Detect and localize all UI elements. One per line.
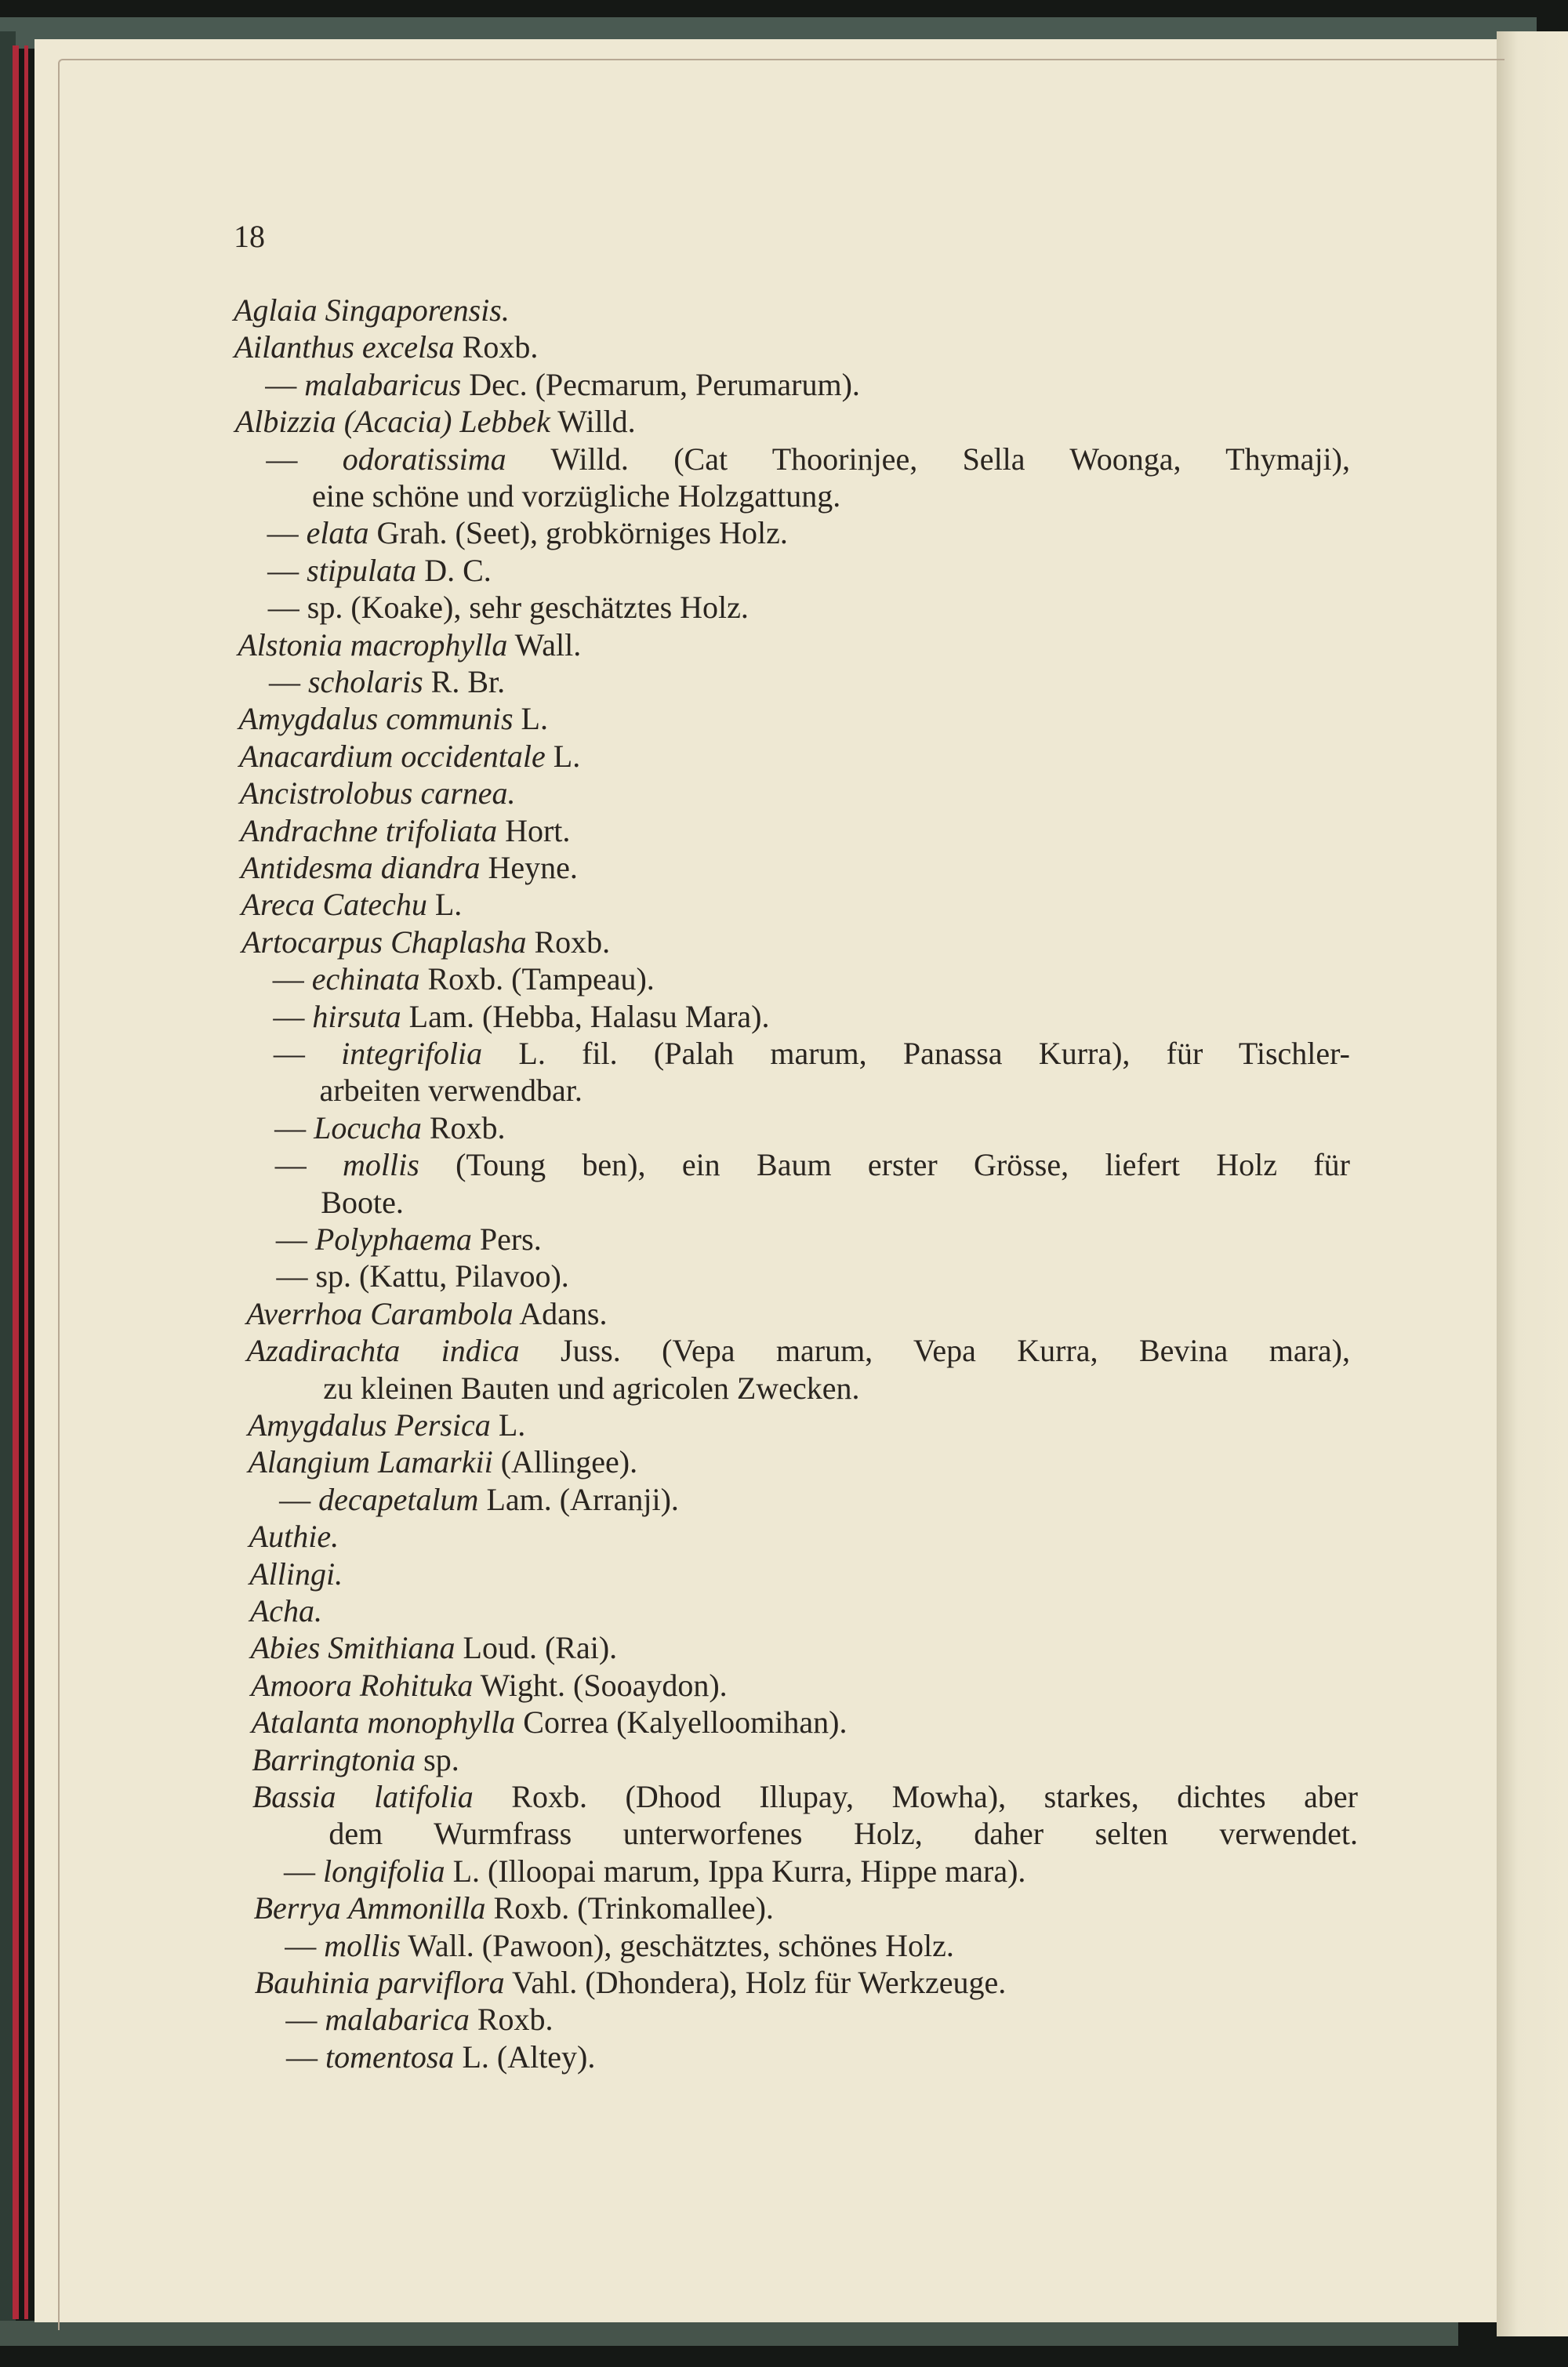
entry-text: sp. (Koake), sehr geschätztes Holz. — [307, 590, 749, 626]
page-edge-red — [24, 45, 28, 2319]
species-name: Averrhoa Carambola — [246, 1295, 514, 1331]
species-entry — [266, 441, 1350, 478]
species-entry — [285, 1927, 954, 1965]
entry-dash: — — [285, 2002, 318, 2038]
species-entry — [279, 1481, 679, 1519]
facing-page-gutter — [1497, 31, 1568, 2336]
species-name: Authie. — [249, 1519, 339, 1555]
species-name: integrifolia — [341, 1036, 483, 1071]
species-entry — [241, 924, 610, 961]
species-name: Barringtonia — [252, 1741, 416, 1777]
species-entry — [268, 589, 749, 626]
species-entry — [239, 738, 580, 775]
entry-dash: — — [267, 515, 299, 551]
entry-text: Roxb. (Tampeau). — [419, 961, 655, 997]
species-name: hirsuta — [312, 998, 401, 1034]
species-name: mollis — [343, 1147, 419, 1183]
entry-continuation-line — [321, 1184, 404, 1222]
species-entry — [273, 960, 655, 998]
entry-text: Dec. (Pecmarum, Perumarum). — [461, 366, 860, 402]
entry-text: Roxb. — [454, 329, 539, 365]
species-entry — [254, 1890, 774, 1927]
entry-dash: — — [279, 1481, 311, 1517]
species-entry — [286, 2038, 595, 2076]
species-entry — [248, 1407, 525, 1444]
entry-text: L. — [513, 701, 548, 737]
species-name: malabarica — [325, 2002, 470, 2038]
species-entry — [241, 886, 463, 924]
species-name: Bassia latifolia — [252, 1779, 474, 1814]
species-entry — [239, 700, 548, 738]
entry-text: dem Wurmfrass unterworfenes Holz, daher selten verwendet. — [328, 1816, 1358, 1852]
species-name: Anacardium occidentale — [239, 738, 546, 774]
species-entry — [273, 998, 769, 1036]
species-name: malabaricus — [304, 366, 462, 402]
entry-text: Willd. (Cat Thoorinjee, Sella Woonga, Thymaji), — [506, 441, 1350, 477]
species-entry — [267, 514, 788, 552]
species-entry — [276, 1258, 568, 1295]
species-name: echinata — [311, 961, 420, 997]
entry-text: Wall. — [507, 626, 582, 663]
entry-text: Adans. — [513, 1295, 608, 1331]
entry-text: sp. — [416, 1741, 459, 1777]
species-entry — [275, 1146, 1350, 1184]
species-entry — [247, 1332, 1350, 1370]
entry-dash: — — [274, 1109, 307, 1145]
species-entry — [276, 1221, 542, 1258]
species-name: Acha. — [249, 1593, 323, 1628]
species-name: decapetalum — [318, 1481, 479, 1517]
species-entry — [241, 849, 578, 887]
species-name: mollis — [324, 1927, 401, 1963]
entry-text: Boote. — [321, 1184, 404, 1220]
species-name: longifolia — [323, 1853, 445, 1889]
species-entry — [248, 1443, 637, 1481]
page-number: 18 — [234, 219, 265, 254]
species-name: Alangium Lamarkii — [248, 1444, 493, 1480]
species-name: Andrachne trifoliata — [240, 812, 498, 848]
species-entry — [234, 329, 539, 366]
entry-dash: — — [266, 441, 298, 477]
species-entry — [235, 403, 636, 441]
species-entry — [274, 1109, 505, 1147]
entry-text: Willd. — [550, 404, 636, 440]
species-entry — [267, 552, 492, 590]
entry-text: Correa (Kalyelloomihan). — [515, 1704, 848, 1741]
species-name: Abies Smithiana — [250, 1630, 456, 1666]
entry-text: Roxb. — [469, 2002, 554, 2038]
species-name: Ancistrolobus carnea. — [239, 775, 516, 811]
species-name: scholaris — [307, 664, 423, 699]
entry-text: L. — [426, 887, 463, 923]
entry-text: (Allingee). — [492, 1444, 638, 1480]
species-name: Aglaia Singaporensis. — [234, 292, 510, 328]
species-name: Allingi. — [249, 1556, 343, 1592]
entry-text: arbeiten verwendbar. — [319, 1073, 583, 1109]
entry-text: Heyne. — [480, 850, 578, 885]
species-name: Bauhinia parviflora — [254, 1965, 505, 2000]
species-entry — [240, 812, 570, 850]
species-entry — [274, 1035, 1350, 1073]
species-name: Amygdalus Persica — [247, 1407, 491, 1443]
species-name: stipulata — [307, 552, 417, 588]
species-name: Atalanta monophylla — [251, 1704, 516, 1741]
entry-dash: — — [285, 1927, 317, 1963]
entry-text: Juss. (Vepa marum, Vepa Kurra, Bevina mara), — [519, 1333, 1350, 1369]
entry-text: Roxb. (Dhood Illupay, Mowha), starkes, dichtes aber — [473, 1779, 1358, 1814]
entry-text: Grah. (Seet), grobkörniges Holz. — [368, 515, 788, 551]
species-entry — [284, 1853, 1025, 1890]
species-name: Berrya Ammonilla — [253, 1890, 486, 1926]
species-name: odoratissima — [342, 441, 506, 477]
entry-continuation-line — [328, 1815, 1358, 1853]
species-name: tomentosa — [325, 2038, 455, 2075]
entry-dash: — — [273, 998, 305, 1034]
species-entry — [269, 663, 505, 701]
entry-continuation-line — [312, 477, 840, 515]
entry-text: Wight. (Sooaydon). — [473, 1667, 728, 1703]
entry-text: L. (Altey). — [454, 2038, 596, 2075]
species-name: Albizzia (Acacia) Lebbek — [234, 404, 550, 440]
species-entry — [265, 366, 860, 404]
entry-text: L. — [490, 1407, 526, 1443]
entry-dash: — — [276, 1258, 308, 1294]
entry-text: Lam. (Arranji). — [478, 1481, 679, 1517]
entry-continuation-line — [320, 1072, 583, 1109]
species-entry — [246, 1295, 607, 1333]
species-name: Artocarpus Chaplasha — [241, 924, 527, 960]
entry-dash: — — [286, 2038, 318, 2075]
species-name: elata — [306, 515, 369, 551]
entry-text: Pers. — [471, 1222, 542, 1257]
entry-dash: — — [265, 366, 297, 402]
species-entry — [238, 626, 581, 664]
entry-dash: — — [274, 1147, 307, 1183]
entry-dash: — — [272, 961, 304, 997]
entry-text: Roxb. — [421, 1109, 506, 1145]
entry-text: L. fil. (Palah marum, Panassa Kurra), für Tischler- — [482, 1036, 1350, 1071]
species-name: Amoora Rohituka — [251, 1667, 474, 1703]
species-entry — [252, 1778, 1358, 1816]
species-entry — [251, 1667, 728, 1704]
species-entry — [249, 1518, 339, 1556]
page-edge-red — [13, 45, 19, 2319]
entry-dash: — — [275, 1222, 307, 1257]
species-name: Locucha — [314, 1109, 422, 1145]
entry-text: Roxb. — [526, 924, 611, 960]
entry-text: (Toung ben), ein Baum erster Grösse, liefert Holz für — [419, 1147, 1350, 1183]
species-name: Areca Catechu — [241, 887, 427, 923]
species-entry — [240, 775, 516, 812]
entry-text: R. Br. — [423, 664, 506, 699]
entry-dash: — — [267, 590, 299, 626]
species-entry — [252, 1704, 848, 1741]
entry-text: Loud. (Rai). — [455, 1630, 618, 1666]
entry-dash: — — [267, 552, 299, 588]
entry-text: Wall. (Pawoon), geschätztes, schönes Holz. — [401, 1927, 954, 1963]
species-entry — [285, 2001, 553, 2038]
entry-text: sp. (Kattu, Pilavoo). — [315, 1258, 569, 1294]
entry-text: zu kleinen Bauten und agricolen Zwecken. — [323, 1370, 860, 1406]
species-name: Azadirachta indica — [246, 1333, 520, 1369]
entry-text: Lam. (Hebba, Halasu Mara). — [401, 998, 770, 1034]
species-name: Polyphaema — [314, 1222, 472, 1257]
entry-dash: — — [268, 664, 300, 699]
entry-text: L. (Illoopai marum, Ippa Kurra, Hippe mara). — [445, 1853, 1026, 1889]
species-entry — [255, 1964, 1006, 2002]
entry-text: eine schöne und vorzügliche Holzgattung. — [311, 478, 841, 514]
species-entry — [249, 1556, 343, 1593]
entry-continuation-line — [323, 1370, 859, 1407]
species-entry — [234, 292, 510, 329]
entry-text: D. C. — [416, 552, 492, 588]
species-name: Alstonia macrophylla — [238, 626, 508, 663]
entry-text: Roxb. (Trinkomallee). — [485, 1890, 774, 1926]
species-entry — [250, 1592, 322, 1630]
species-name: Amygdalus communis — [238, 701, 514, 737]
entry-text: Vahl. (Dhondera), Holz für Werkzeuge. — [504, 1965, 1007, 2000]
species-entry — [250, 1629, 617, 1667]
entry-text: L. — [545, 738, 581, 774]
entry-dash: — — [273, 1036, 305, 1071]
species-name: Ailanthus excelsa — [234, 329, 455, 365]
species-name: Antidesma diandra — [240, 850, 481, 885]
entry-text: Hort. — [497, 812, 571, 848]
species-entry — [252, 1741, 459, 1779]
entry-dash: — — [284, 1853, 316, 1889]
